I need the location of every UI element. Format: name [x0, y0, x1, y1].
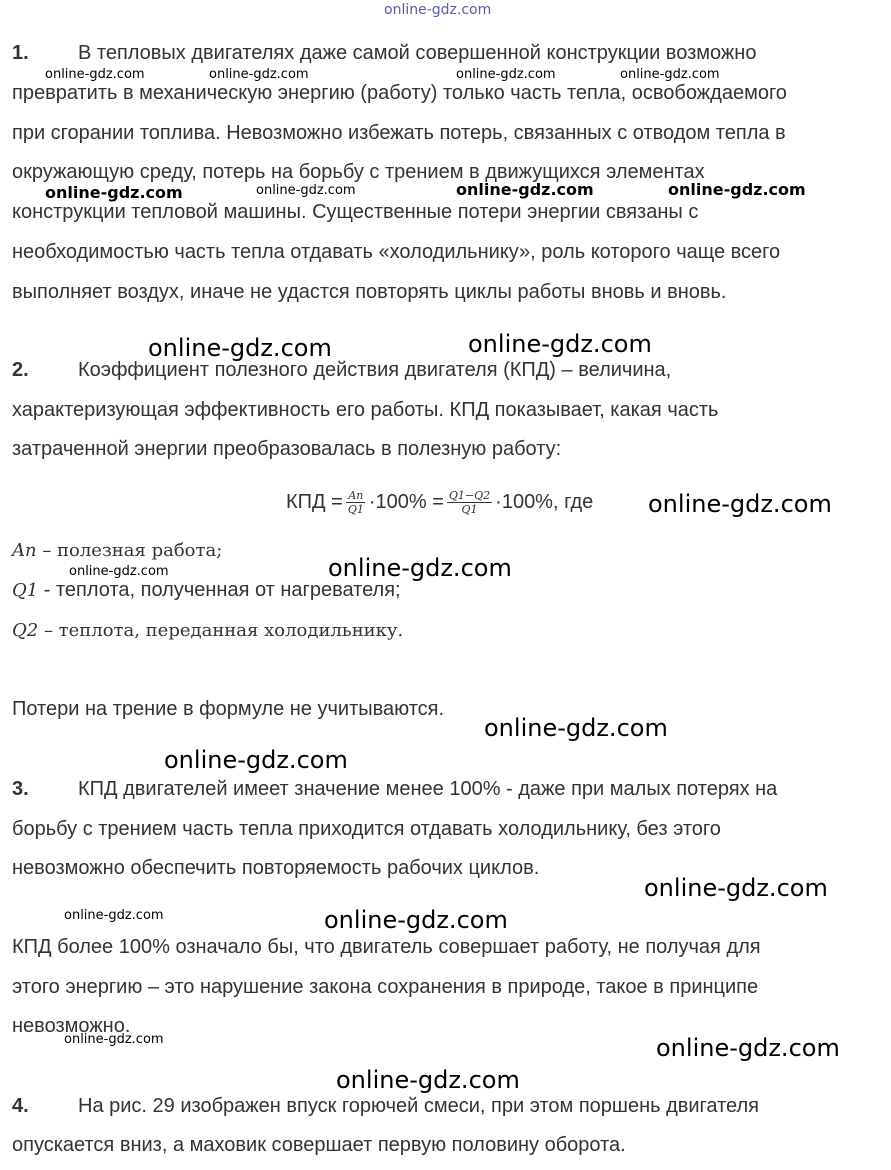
paragraph-1-line-1 — [12, 41, 756, 65]
watermark: online-gdz.com — [256, 183, 356, 198]
symbol: Q2 — [12, 620, 39, 641]
definition-text: – полезная работа; — [36, 540, 223, 561]
paragraph-3b-line-3: невозможно. — [12, 1015, 131, 1037]
fraction-denominator: Q1 — [461, 502, 478, 516]
paragraph-3-line-2: борьбу с трением часть тепла приходится отдавать холодильнику, без этого — [12, 818, 721, 840]
definition-heat-given — [12, 618, 403, 643]
paragraph-2-line-1 — [12, 358, 671, 382]
definition-useful-work — [12, 538, 222, 563]
paragraph-2-line-2: характеризующая эффективность его работы. КПД показывает, какая часть — [12, 399, 719, 421]
formula-percent-1: ·100% = — [368, 490, 444, 513]
fraction-useful-work — [346, 489, 366, 516]
watermark-top: online-gdz.com — [384, 2, 492, 18]
watermark: online-gdz.com — [164, 746, 348, 774]
watermark: online-gdz.com — [324, 906, 508, 934]
watermark: online-gdz.com — [484, 714, 668, 742]
fraction-numerator: Aп — [348, 488, 364, 502]
fraction-heat — [447, 489, 492, 516]
watermark: online-gdz.com — [336, 1066, 520, 1094]
paragraph-number: 4. — [12, 1095, 29, 1117]
paragraph-1-line-2: превратить в механическую энергию (работу) только часть тепла, освобождаемого — [12, 82, 787, 104]
symbol: Aп — [12, 540, 37, 561]
watermark: online-gdz.com — [45, 183, 183, 202]
text: На рис. 29 изображен впуск горючей смеси, при этом поршень двигателя — [78, 1095, 759, 1117]
paragraph-1-line-4: окружающую среду, потерь на борьбу с трением в движущихся элементах — [12, 161, 705, 183]
paragraph-3-line-1 — [12, 777, 777, 801]
paragraph-4-line-2: опускается вниз, а маховик совершает первую половину оборота. — [12, 1134, 626, 1156]
paragraph-1-line-3: при сгорании топлива. Невозможно избежать потерь, связанных с отводом тепла в — [12, 122, 786, 144]
watermark: online-gdz.com — [456, 67, 556, 82]
definition-text: - теплота, полученная от нагревателя; — [38, 579, 401, 601]
definition-text: – теплота, переданная холодильнику. — [38, 620, 404, 641]
friction-note: Потери на трение в формуле не учитываются. — [12, 698, 445, 720]
fraction-denominator: Q1 — [347, 502, 364, 516]
efficiency-formula — [286, 482, 593, 522]
watermark: online-gdz.com — [648, 490, 832, 518]
paragraph-3b-line-1: КПД более 100% означало бы, что двигатель совершает работу, не получая для — [12, 936, 761, 958]
formula-lhs: КПД = — [286, 490, 343, 513]
watermark: online-gdz.com — [668, 180, 806, 199]
paragraph-number: 2. — [12, 359, 29, 381]
watermark: online-gdz.com — [456, 180, 594, 199]
watermark: online-gdz.com — [148, 334, 332, 362]
text: Коэффициент полезного действия двигателя (КПД) – величина, — [78, 359, 672, 381]
watermark: online-gdz.com — [468, 330, 652, 358]
paragraph-2-line-3: затраченной энергии преобразовалась в полезную работу: — [12, 438, 562, 460]
text: В тепловых двигателях даже самой совершенной конструкции возможно — [78, 42, 757, 64]
paragraph-1-line-7: выполняет воздух, иначе не удастся повторять циклы работы вновь и вновь. — [12, 281, 727, 303]
paragraph-4-line-1 — [12, 1094, 759, 1118]
paragraph-3b-line-2: этого энергию – это нарушение закона сохранения в природе, такое в принципе — [12, 976, 759, 998]
watermark: online-gdz.com — [209, 67, 309, 82]
watermark: online-gdz.com — [656, 1034, 840, 1062]
watermark: online-gdz.com — [69, 564, 169, 579]
watermark: online-gdz.com — [328, 554, 512, 582]
fraction-numerator: Q1−Q2 — [448, 488, 491, 502]
paragraph-number: 3. — [12, 778, 29, 800]
symbol: Q1 — [12, 580, 39, 601]
watermark: online-gdz.com — [64, 908, 164, 923]
watermark: online-gdz.com — [620, 67, 720, 82]
watermark: online-gdz.com — [45, 67, 145, 82]
watermark: online-gdz.com — [644, 874, 828, 902]
paragraph-1-line-6: необходимостью часть тепла отдавать «холодильнику», роль которого чаще всего — [12, 241, 781, 263]
paragraph-1-line-5: конструкции тепловой машины. Существенные потери энергии связаны с — [12, 201, 699, 223]
watermark: online-gdz.com — [64, 1032, 164, 1047]
paragraph-number: 1. — [12, 42, 29, 64]
text: КПД двигателей имеет значение менее 100% - даже при малых потерях на — [78, 778, 778, 800]
formula-percent-2: ·100%, где — [495, 490, 594, 513]
paragraph-3-line-3: невозможно обеспечить повторяемость рабочих циклов. — [12, 857, 540, 879]
